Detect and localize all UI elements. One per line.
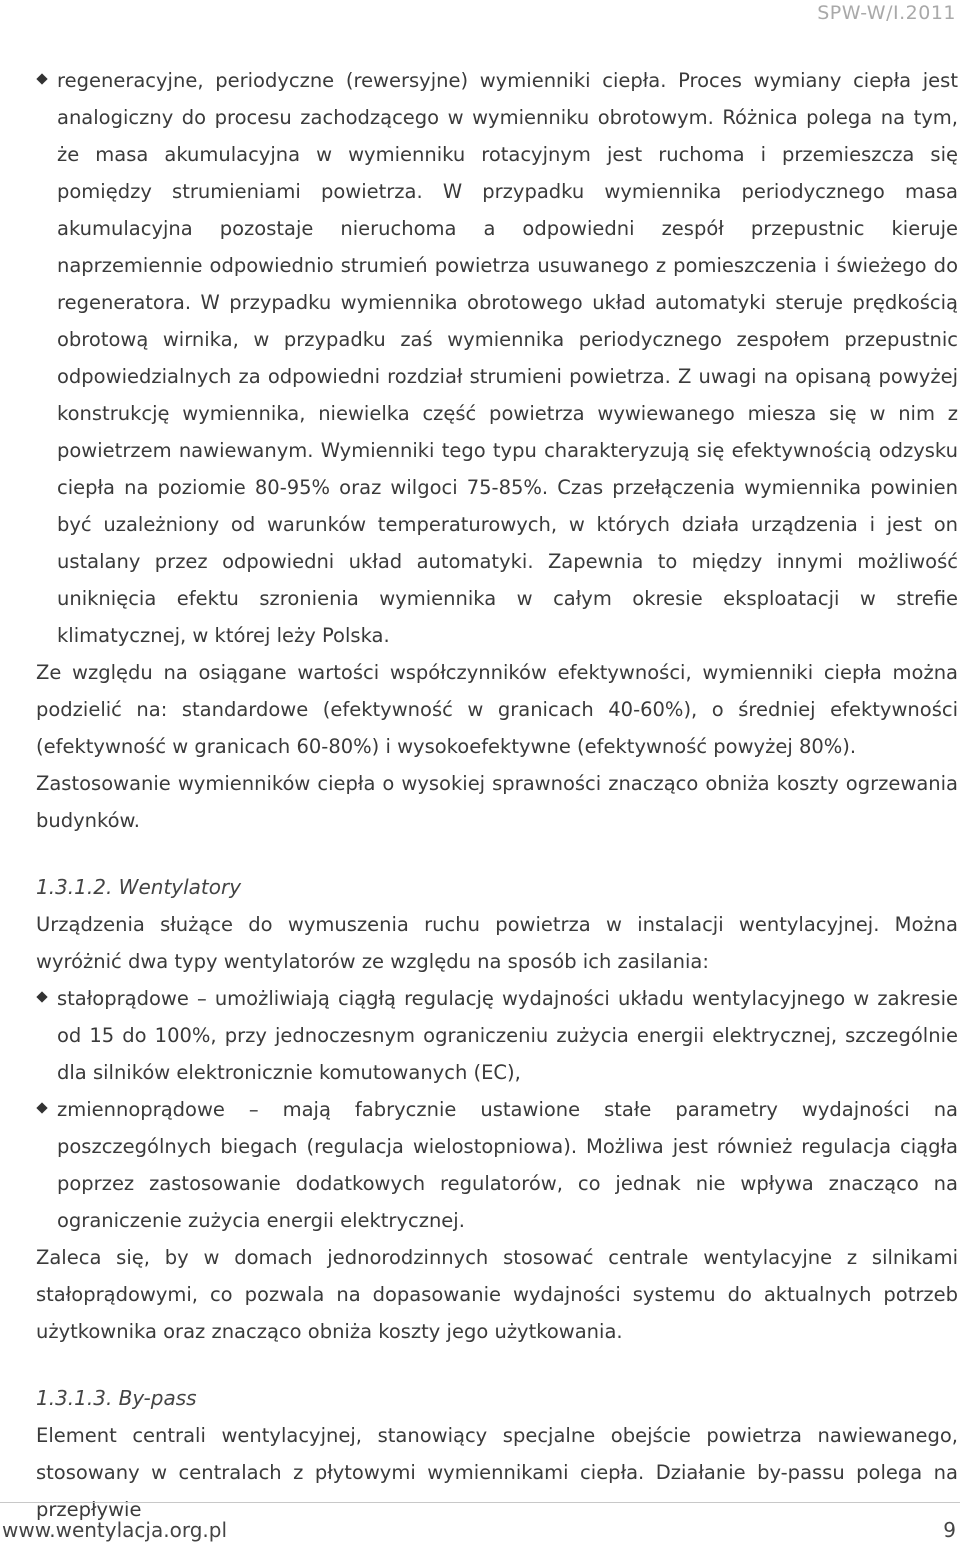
paragraph-efficiency: Ze względu na osiągane wartości współczynników efektywności, wymienniki ciepła można podzielić na: standardowe (efektywność w granicach 40-60%), o średniej efektywności (efektywność w granicach 60-80%) i wysokoefektywne (efektywność powyżej 80%).	[36, 661, 958, 758]
paragraph-fans-intro: Urządzenia służące do wymuszenia ruchu powietrza w instalacji wentylacyjnej. Można wyróżnić dwa typy wentylatorów ze względu na sposób ich zasilania:	[36, 913, 958, 973]
footer-website-link[interactable]: www.wentylacja.org.pl	[2, 1518, 227, 1542]
bullet-text: zmiennoprądowe – mają fabrycznie ustawione stałe parametry wydajności na poszczególnych biegach (regulacja wielostopniowa). Możliwa jest również regulacja ciągła poprzez zastosowanie dodatkowych regulatorów, co jednak nie wpływa znacząco na ograniczenie zużycia energii elektrycznej.	[57, 1098, 958, 1232]
page-footer	[0, 1502, 960, 1552]
diamond-bullet-icon	[36, 73, 47, 84]
section-heading-fans: 1.3.1.2. Wentylatory	[36, 875, 242, 899]
document-body	[36, 62, 958, 1528]
bullet-regenerative	[36, 62, 958, 654]
diamond-bullet-icon	[36, 991, 47, 1002]
page-number: 9	[943, 1518, 956, 1542]
bullet-ac	[36, 1091, 958, 1239]
bullet-text: regeneracyjne, periodyczne (rewersyjne) wymienniki ciepła. Proces wymiany ciepła jest analogiczny do procesu zachodzącego w wymienniku obrotowym. Różnica polega na tym, że masa akumulacyjna w wymienniku rotacyjnym jest ruchoma i przemieszcza się pomiędzy strumieniami powietrza. W przypadku wymiennika periodycznego masa akumulacyjna pozostaje nieruchoma a odpowiedni zespół przepustnic kieruje naprzemiennie odpowiednio strumień powietrza usuwanego z pomieszczenia i świeżego do regeneratora. W przypadku wymiennika obrotowego układ automatyki steruje prędkością obrotową wirnika, w przypadku zaś wymiennika periodycznego zespołem przepustnic odpowiedzialnych za odpowiedni rozdział strumieni powietrza. Z uwagi na opisaną powyżej konstrukcję wymiennika, niewielka część powietrza wywiewanego miesza się w nim z powietrzem nawiewanym. Wymienniki tego typu charakteryzują się efektywnością odzysku ciepła na poziomie 80-95% oraz wilgoci 75-85%. Czas przełączenia wymiennika powinien być uzależniony od warunków temperaturowych, w których działa urządzenia i jest on ustalany przez odpowiedni układ automatyki. Zapewnia to między innymi możliwość uniknięcia efektu szronienia wymiennika w całym okresie eksploatacji w strefie klimatycznej, w której leży Polska.	[57, 69, 958, 647]
paragraph-recommendation: Zaleca się, by w domach jednorodzinnych stosować centrale wentylacyjne z silnikami stałoprądowymi, co pozwala na dopasowanie wydajności systemu do aktualnych potrzeb użytkownika oraz znacząco obniża koszty jego użytkowania.	[36, 1246, 958, 1343]
paragraph-cost: Zastosowanie wymienników ciepła o wysokiej sprawności znacząco obniża koszty ogrzewania budynków.	[36, 772, 958, 832]
page-code: SPW-W/I.2011	[817, 2, 956, 24]
section-heading-bypass: 1.3.1.3. By-pass	[36, 1386, 197, 1410]
paragraph-bypass: Element centrali wentylacyjnej, stanowiący specjalne obejście powietrza nawiewanego, stosowany w centralach z płytowymi wymiennikami ciepła. Działanie by-passu polega na przepływie	[36, 1424, 958, 1521]
diamond-bullet-icon	[36, 1102, 47, 1113]
bullet-dc	[36, 980, 958, 1091]
bullet-text: stałoprądowe – umożliwiają ciągłą regulację wydajności układu wentylacyjnego w zakresie od 15 do 100%, przy jednoczesnym ograniczeniu zużycia energii elektrycznej, szczególnie dla silników elektronicznie komutowanych (EC),	[57, 987, 958, 1084]
footer-divider	[0, 1502, 960, 1503]
